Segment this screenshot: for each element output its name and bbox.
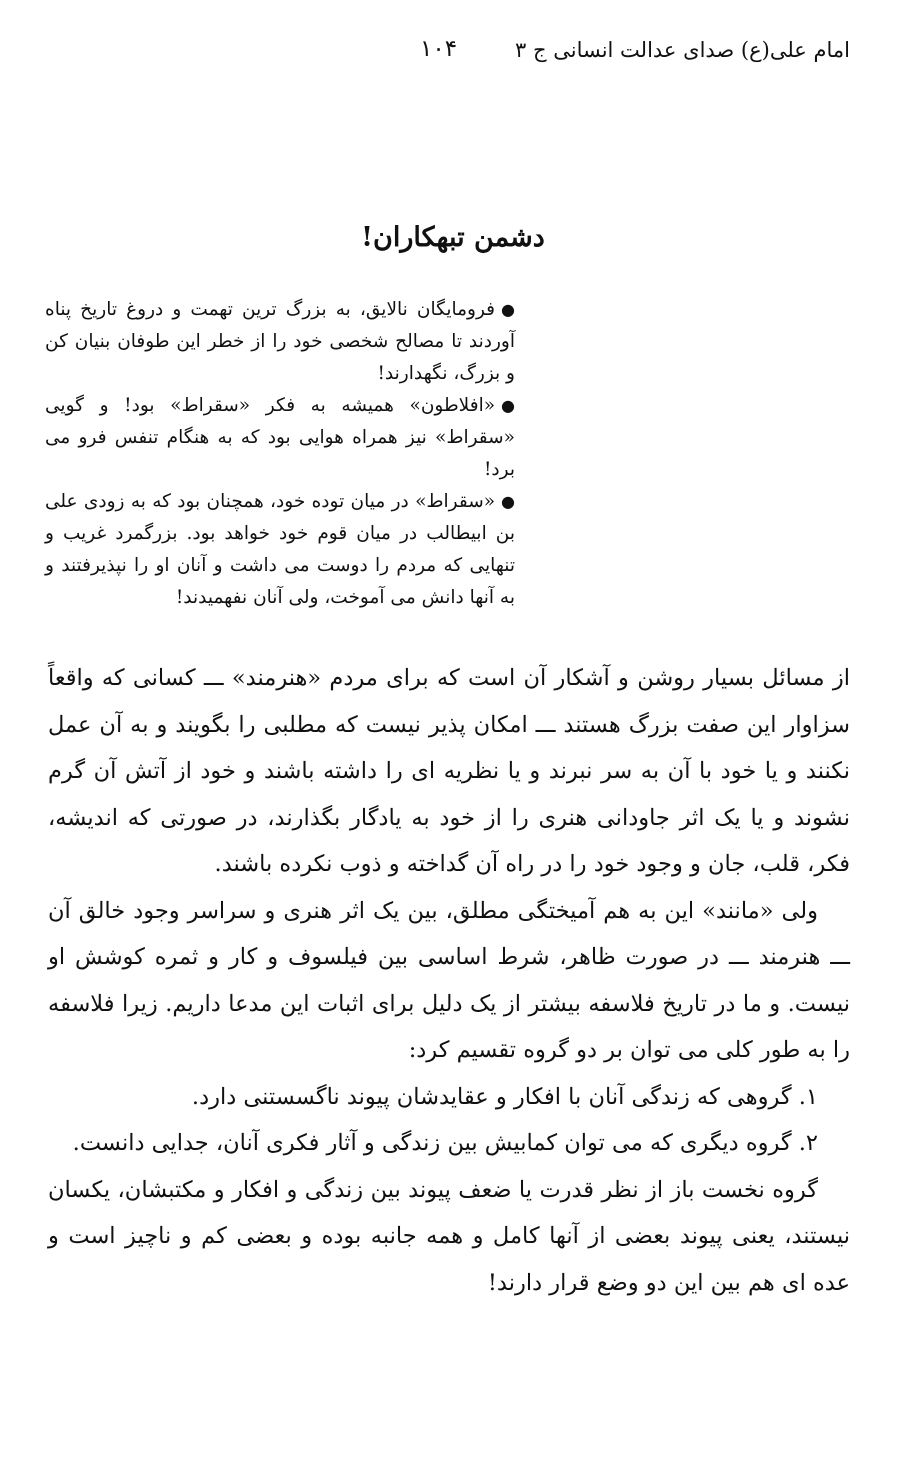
bullet-icon: ● (501, 396, 515, 415)
section-title: دشمن تبهکاران! (361, 222, 545, 253)
quote-item (45, 294, 515, 390)
numbered-item: ۲. گروه دیگری که می توان کمابیش بین زندگی و آثار فکری آنان، جدایی دانست. (72, 1130, 818, 1156)
paragraph: از مسائل بسیار روشن و آشکار آن است که برای مردم «هنرمند» ـــ کسانی که واقعاً سزاوار این صفت بزرگ هستند ـــ امکان پذیر نیست که مطلبی را بگویند و به آن عمل نکنند و یا خود با آن به سر نبرند و یا نظریه ای را داشته باشند و خود از آتش آن گرم نشوند و یا یک اثر جاودانی هنری را از خود به یادگار بگذارند، در صورتی که اندیشه، فکر، قلب، جان و وجود خود را در راه آن گداخته و ذوب نکرده باشند. (48, 665, 850, 877)
numbered-item: ۱. گروهی که زندگی آنان با افکار و عقایدشان پیوند ناگسستنی دارد. (191, 1083, 818, 1110)
body-text (48, 655, 850, 1306)
quote-text: «سقراط» در میان توده خود، همچنان بود که به زودی علی بن ابیطالب در میان قوم خود خواهد بود. بزرگمرد غریب و تنهایی که مردم را دوست می داشت و آنان او را نپذیرفتند و به آنها دانش می آموخت، ولی آنان نفهمیدند! (45, 491, 515, 608)
page-number: ۱۰۴ (420, 36, 458, 62)
bullet-icon: ● (501, 492, 515, 511)
paragraph: گروه نخست باز از نظر قدرت یا ضعف پیوند بین زندگی و افکار و مکتبشان، یکسان نیستند، یعنی پیوند بعضی از آنها کامل و همه جانبه بوده و بعضی کم و ناچیز است و عده ای هم بین این دو وضع قرار دارند! (48, 1176, 850, 1296)
quote-item (45, 486, 515, 614)
paragraph: ولی «مانند» این به هم آمیختگی مطلق، بین یک اثر هنری و سراسر وجود خالق آن ـــ هنرمند ـــ در صورت ظاهر، شرط اساسی بین فیلسوف و کار و ثمره کوشش او نیست. و ما در تاریخ فلاسفه بیشتر از یک دلیل برای اثبات این مدعا داریم. زیرا فلاسفه را به طور کلی می توان بر دو گروه تقسیم کرد: (48, 897, 850, 1063)
quote-item (45, 390, 515, 486)
bullet-icon: ● (501, 300, 515, 319)
running-title: امام علی(ع) صدای عدالت انسانی ج ۳ (515, 38, 850, 62)
page-header (48, 38, 850, 78)
quote-text: فرومایگان نالایق، به بزرگ ترین تهمت و دروغ تاریخ پناه آوردند تا مصالح شخصی خود را از خطر این طوفان بنیان کن و بزرگ، نگهدارند! (45, 299, 515, 384)
quote-text: «افلاطون» همیشه به فکر «سقراط» بود! و گویی «سقراط» نیز همراه هوایی بود که به هنگام تنفس فرو می برد! (45, 395, 515, 480)
quote-list (45, 294, 515, 614)
